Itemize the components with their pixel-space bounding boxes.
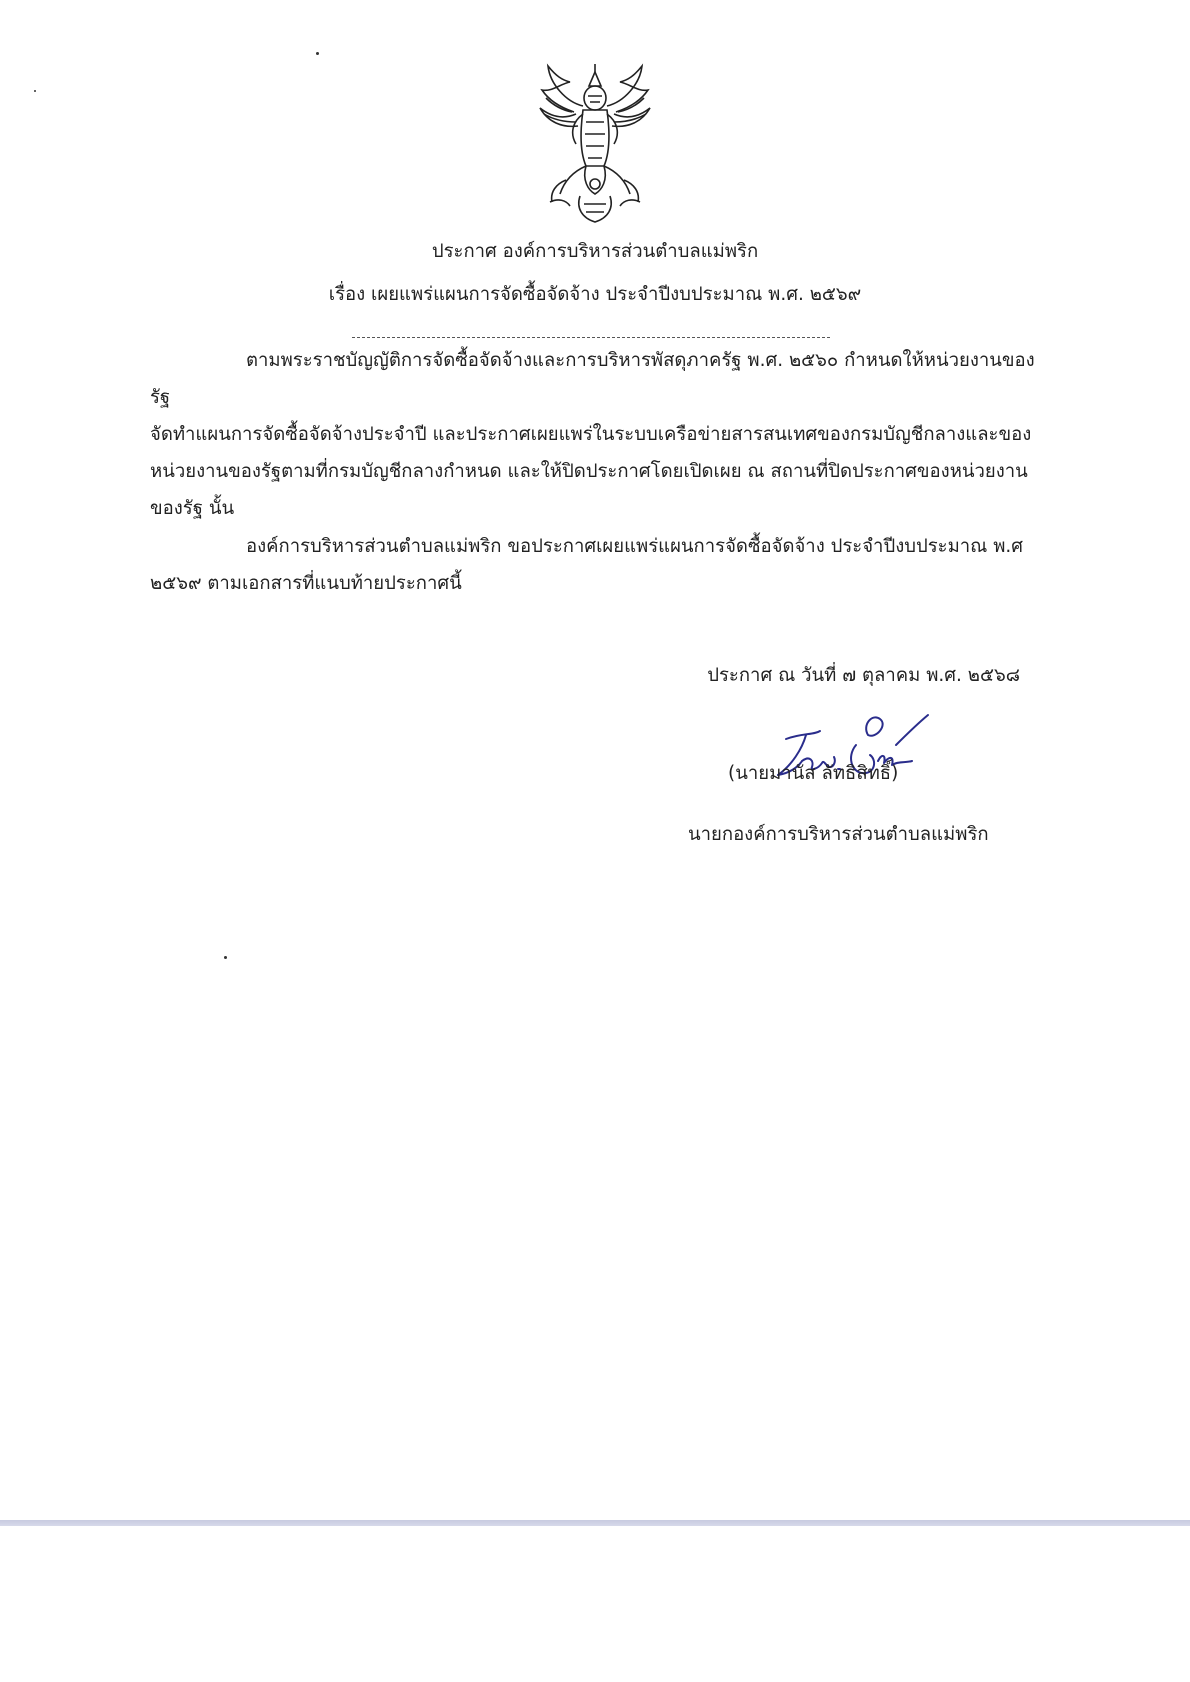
signer-name: (นายมานัส ลัทธิสิทธิ์) — [728, 763, 899, 784]
scan-speck — [34, 90, 36, 92]
body-paragraph-2 — [150, 528, 1045, 602]
announcement-subject: เรื่อง เผยแพร่แผนการจัดซื้อจัดจ้าง ประจำปีงบประมาณ พ.ศ. ๒๕๖๙ — [328, 284, 862, 305]
announcement-title: ประกาศ องค์การบริหารส่วนตำบลแม่พริก — [431, 241, 759, 262]
paragraph-2-line: องค์การบริหารส่วนตำบลแม่พริก ขอประกาศเผยแพร่แผนการจัดซื้อจัดจ้าง ประจำปีงบประมาณ พ.ศ — [246, 536, 1024, 557]
title-divider — [352, 337, 830, 338]
body-paragraph-1 — [150, 342, 1045, 527]
paragraph-1-line: ตามพระราชบัญญัติการจัดซื้อจัดจ้างและการบริหารพัสดุภาครัฐ พ.ศ. ๒๕๖๐ กำหนดให้หน่วยงานของรัฐ — [150, 350, 1035, 408]
paragraph-1-line: หน่วยงานของรัฐตามที่กรมบัญชีกลางกำหนด และให้ปิดประกาศโดยเปิดเผย ณ สถานที่ปิดประกาศของหน่วยงาน — [150, 461, 1028, 482]
date-line: ประกาศ ณ วันที่ ๗ ตุลาคม พ.ศ. ๒๕๖๘ — [707, 665, 1020, 686]
paragraph-1-line: จัดทำแผนการจัดซื้อจัดจ้างประจำปี และประกาศเผยแพร่ในระบบเครือข่ายสารสนเทศของกรมบัญชีกลางและของ — [150, 424, 1032, 445]
garuda-emblem-icon — [536, 62, 654, 226]
paragraph-2-line: ๒๕๖๙ ตามเอกสารที่แนบท้ายประกาศนี้ — [150, 573, 462, 594]
scan-footer-band — [0, 1520, 1190, 1526]
scan-speck — [224, 956, 227, 959]
signer-position: นายกองค์การบริหารส่วนตำบลแม่พริก — [688, 824, 989, 845]
scan-speck — [316, 52, 319, 55]
paragraph-1-line: ของรัฐ นั้น — [150, 498, 235, 519]
